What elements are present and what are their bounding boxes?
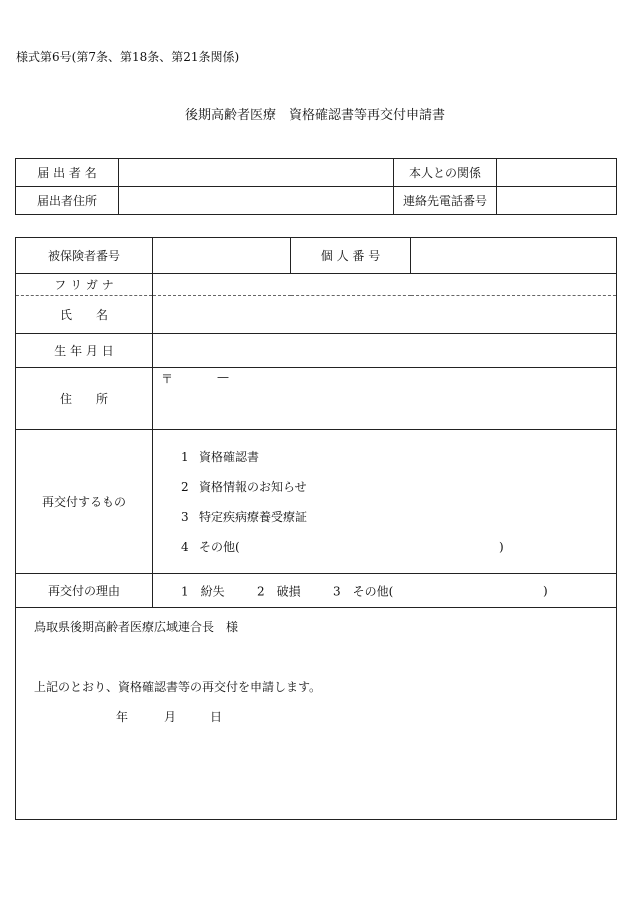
postal-mark: 〒 <box>161 372 174 386</box>
year-label: 年 <box>116 710 129 724</box>
relation-field[interactable] <box>497 159 617 187</box>
furigana-field[interactable] <box>153 274 617 296</box>
phone-field[interactable] <box>497 187 617 215</box>
insured-name-label: 氏 名 <box>16 296 153 334</box>
declaration-statement: 上記のとおり、資格確認書等の再交付を申請します。 <box>34 680 322 694</box>
applicant-address-field[interactable] <box>119 187 394 215</box>
reason-other-close: ) <box>543 583 548 598</box>
insured-number-field[interactable] <box>153 238 291 274</box>
personal-number-label: 個 人 番 号 <box>291 238 411 274</box>
reason-label: 再交付の理由 <box>16 574 153 608</box>
reissue-item[interactable]: 2 資格情報のお知らせ <box>181 479 307 494</box>
reissue-item[interactable]: 1 資格確認書 <box>181 449 260 464</box>
insured-number-label: 被保険者番号 <box>16 238 153 274</box>
reason-options <box>153 574 617 608</box>
relation-label: 本人との関係 <box>394 159 497 187</box>
insured-name-field[interactable] <box>153 296 617 334</box>
applicant-name-label: 届 出 者 名 <box>16 159 119 187</box>
birth-date-field[interactable] <box>153 334 617 368</box>
reason-lost[interactable]: 1 紛失 <box>181 584 225 598</box>
declaration-area <box>16 608 617 820</box>
insured-address-label: 住 所 <box>16 368 153 430</box>
form-number: 様式第6号(第7条、第18条、第21条関係) <box>16 50 240 64</box>
furigana-label: フ リ ガ ナ <box>16 274 153 296</box>
applicant-address-label: 届出者住所 <box>16 187 119 215</box>
reissue-item[interactable]: 3 特定疾病療養受療証 <box>181 509 308 524</box>
day-label: 日 <box>210 710 223 724</box>
insured-table <box>15 237 617 820</box>
birth-date-label: 生 年 月 日 <box>16 334 153 368</box>
page-title: 後期高齢者医療 資格確認書等再交付申請書 <box>184 108 445 123</box>
month-label: 月 <box>164 710 177 724</box>
reason-other[interactable]: 3 その他( <box>333 584 394 598</box>
personal-number-field[interactable] <box>411 238 617 274</box>
reissue-items-label: 再交付するもの <box>16 430 153 574</box>
reissue-item-other[interactable]: 4 その他( ) <box>181 539 504 554</box>
insured-address-field[interactable] <box>153 368 617 430</box>
addressee: 鳥取県後期高齢者医療広域連合長 様 <box>34 620 239 634</box>
postal-dash: — <box>217 370 229 384</box>
applicant-name-field[interactable] <box>119 159 394 187</box>
reason-damaged[interactable]: 2 破損 <box>257 584 301 598</box>
reissue-items-list <box>153 430 617 574</box>
phone-label: 連絡先電話番号 <box>394 187 497 215</box>
applicant-table <box>15 158 617 215</box>
